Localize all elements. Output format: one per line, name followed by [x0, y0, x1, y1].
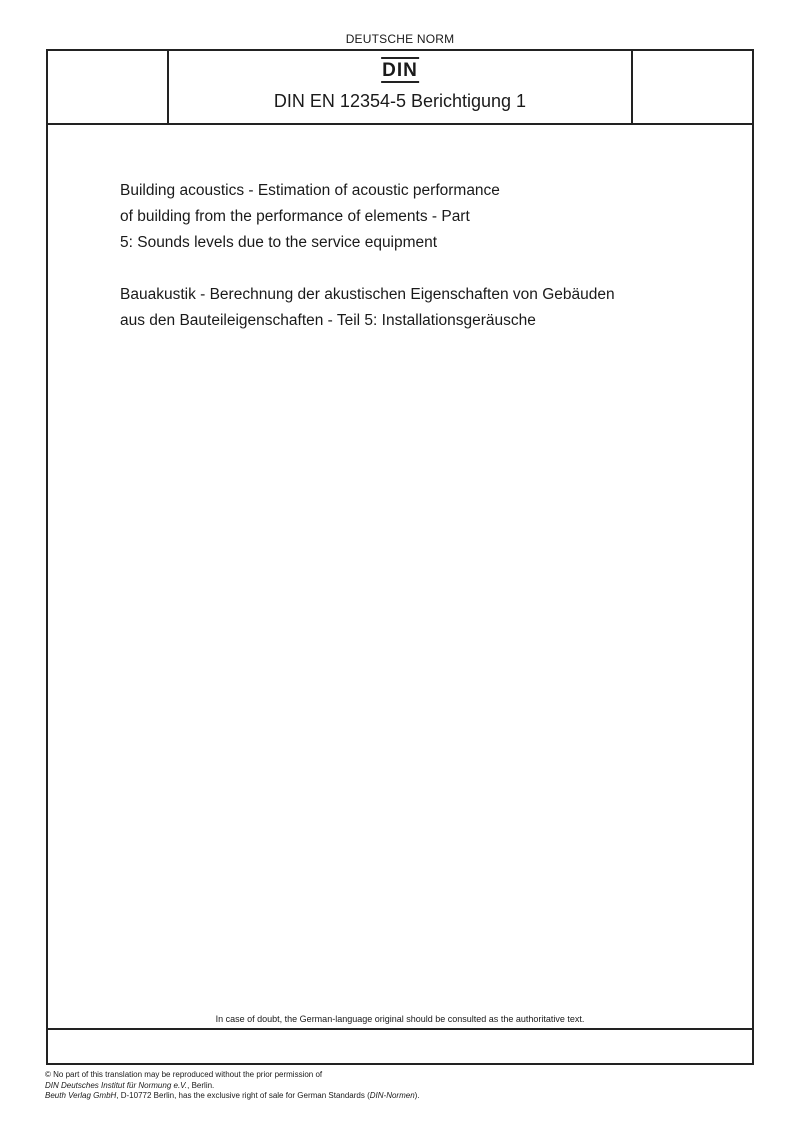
copyright-line: © No part of this translation may be reproduced without the prior permission of: [45, 1070, 323, 1079]
german-title-line: Bauakustik - Berechnung der akustischen Eigenschaften von Gebäuden: [120, 286, 615, 303]
din-normen-label: DIN-Normen: [369, 1091, 415, 1100]
din-institute-name: DIN Deutsches Institut für Normung e.V.: [45, 1080, 188, 1090]
header-left-cell: [48, 51, 169, 123]
title-block: [120, 178, 720, 334]
header-right-cell: [631, 51, 752, 123]
document-number: DIN EN 12354-5 Berichtigung 1: [273, 91, 527, 111]
publisher-name: Beuth Verlag GmbH: [45, 1091, 117, 1100]
copyright-text: , Berlin.: [187, 1080, 215, 1090]
din-logo: DIN: [381, 57, 419, 83]
copyright-text: , D-10772 Berlin, has the exclusive right of sale for German Standards (: [116, 1091, 370, 1100]
authoritative-text-notice: In case of doubt, the German-language original should be consulted as the authoritative text.: [215, 1014, 585, 1024]
copyright-notice: [45, 1070, 420, 1102]
page-frame: [46, 49, 754, 1065]
english-title-line: of building from the performance of elements - Part: [120, 208, 470, 225]
english-title-line: Building acoustics - Estimation of acoustic performance: [120, 182, 500, 199]
german-title: [120, 282, 720, 334]
header-row: [48, 51, 752, 125]
footer-row: [48, 1028, 752, 1063]
copyright-line: [45, 1081, 420, 1092]
german-title-line: aus den Bauteileigenschaften - Teil 5: Installationsgeräusche: [120, 312, 536, 329]
document-category-label: DEUTSCHE NORM: [345, 32, 455, 46]
header-center-cell: [169, 51, 631, 123]
copyright-line: [45, 1091, 420, 1102]
copyright-text: ).: [414, 1091, 420, 1100]
english-title-line: 5: Sounds levels due to the service equipment: [120, 234, 438, 251]
english-title: [120, 178, 720, 256]
